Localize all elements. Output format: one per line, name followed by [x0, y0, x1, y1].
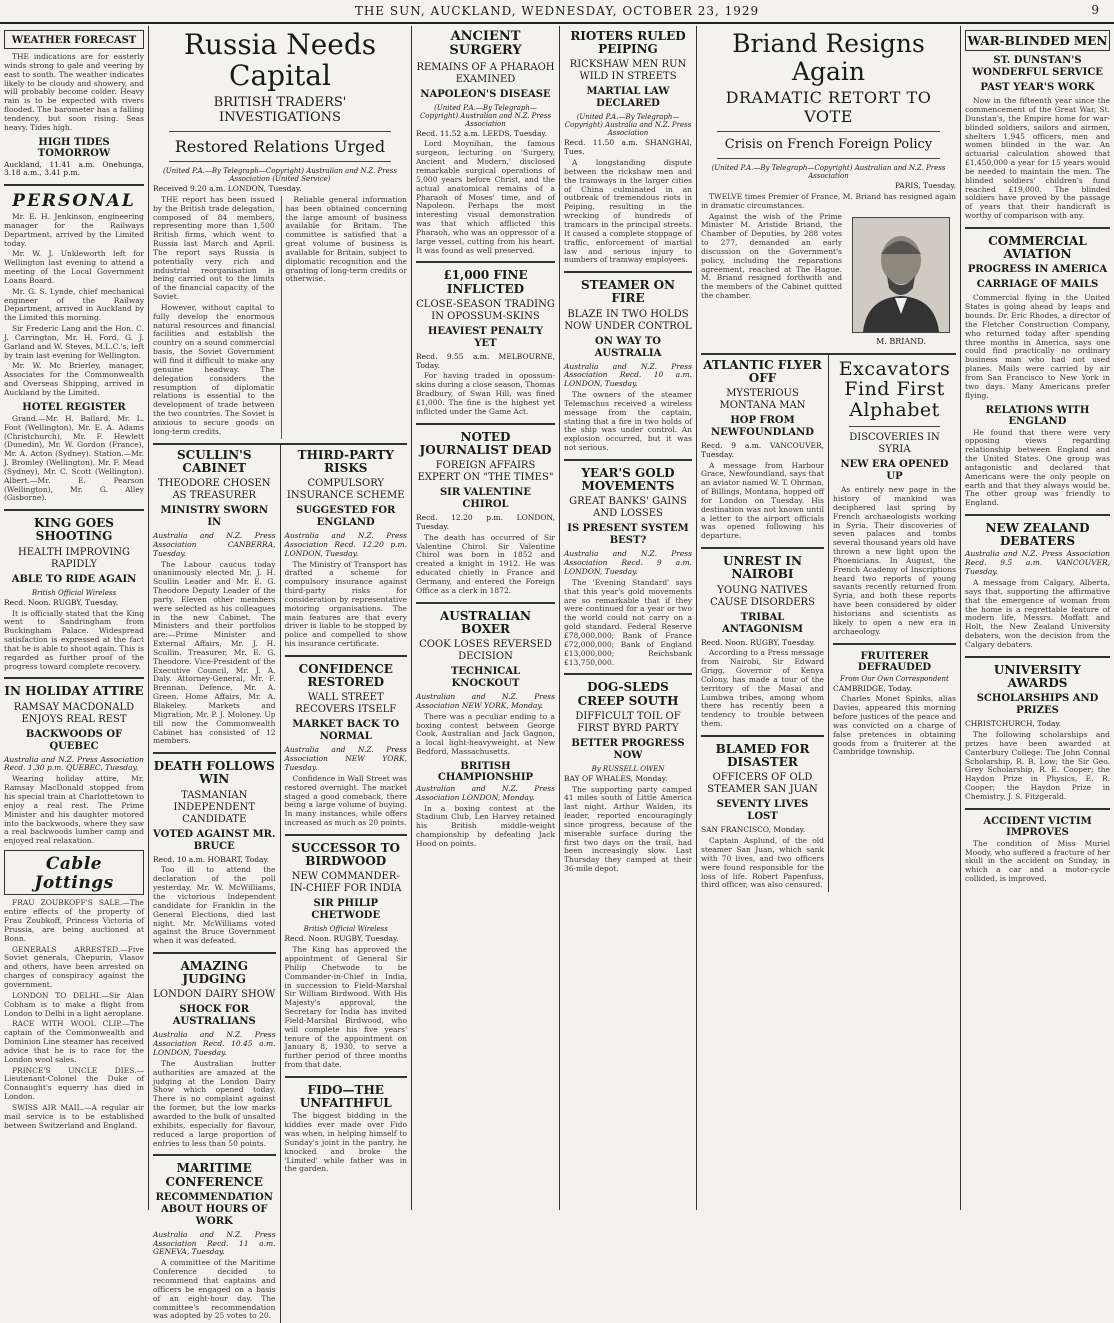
maritime-sub: RECOMMENDATION ABOUT HOURS OF WORK	[155, 1191, 273, 1227]
death-text: Too ill to attend the declaration of the poll yesterday, Mr. W. McWilliams, the victorious Independent candidate for Franklin in the General Elections, died last night. Mr. McWilliams voted against the Bruce Government when it was defeated.	[153, 865, 276, 946]
column-6	[960, 26, 1114, 1210]
jottings-title: Cable Jottings	[34, 854, 114, 893]
jotting-item: PRINCE'S UNCLE DIES.—Lieutenant-Colonel the Duke of Connaught's equerry has died in London.	[4, 1065, 144, 1102]
scullin-sub: THEODORE CHOSEN AS TREASURER	[157, 477, 271, 501]
journalist-text: The death has occurred of Sir Valentine Chirol. Sir Valentine Chirol was born in 1852 and created a knight in 1912. He was educated chiefly in France and Germany, and entered the Foreign Office as a clerk in 1872.	[416, 532, 555, 595]
aviation-title: COMMERCIAL AVIATION	[988, 234, 1087, 262]
dateline: Australia and N.Z. Press Association Recd. 11 a.m. GENEVA, Tuesday.	[153, 1229, 276, 1257]
tides-text: Auckland, 11.41 a.m. Onehunga, 3.18 a.m., 3.41 p.m.	[4, 159, 144, 178]
dateline: BAY OF WHALES, Monday.	[564, 773, 668, 783]
dateline: CAMBRIDGE, Today.	[833, 683, 913, 693]
successor-text: The King has approved the appointment of General Sir Philip Chetwode to be Commander-in-Chief in India, in succession to Field-Marshal Sir William Birdwood. With His Majesty's approval, the Secretary for India has invited Field-Marshal Birdwood, who will complete his five years' tenure of the appointment on January 8, 1930, to serve a further period of three months from that date.	[284, 945, 407, 1070]
blame-sub: OFFICERS OF OLD STEAMER SAN JUAN	[707, 772, 818, 796]
attire-sub: RAMSAY MACDONALD ENJOYS REAL REST	[13, 701, 135, 725]
fine-text: For having traded in opossum-skins during a close season, Thomas Bradbury, of Swan Hill, was fined £1,000. The fine is the highest yet inflicted under the Game Act.	[416, 371, 555, 416]
briand-sub: DRAMATIC RETORT TO VOTE	[725, 88, 932, 127]
russia-text: Reliable general information has been obtained concerning the large amount of business available for Britain. The committee is satisfied that a great volume of business is available for Britain, subject to diplomatic recognition and the granting of long-term credits or otherwise.	[285, 194, 407, 284]
dateline: Australia and N.Z. Press Association Recd. 1.30 p.m. QUEBEC, Tuesday.	[4, 754, 144, 773]
dateline: Australia and N.Z. Press Association Recd. 10.45 a.m. LONDON, Tuesday.	[153, 1030, 276, 1058]
risks-title: THIRD-PARTY RISKS	[297, 447, 394, 475]
awards-title: UNIVERSITY AWARDS	[993, 662, 1082, 690]
steamer-sub: ON WAY TO AUSTRALIA	[594, 335, 662, 359]
gold-sub: IS PRESENT SYSTEM BEST?	[567, 523, 689, 547]
byline: British Official Wireless	[303, 925, 388, 934]
restored-sub: WALL STREET RECOVERS ITSELF	[295, 692, 397, 716]
dateline: Recd. 11.50 a.m. SHANGHAI, Tues.	[564, 138, 692, 157]
judging-sub: LONDON DAIRY SHOW	[153, 989, 276, 1001]
atlantic-title: ATLANTIC FLYER OFF	[703, 357, 822, 385]
attire-text: Wearing holiday attire, Mr. Ramsay MacDonald stopped from his special train at Charlottetown to enjoy a real rest. The Prime Minister and his daughter motored into the backwoods, where they saw a real backwoods lumber camp and enjoyed real relaxation.	[4, 774, 144, 846]
atlantic-text: A message from Harbour Grace, Newfoundland, says that an aviator named W. T. Ohrman, of Billings, Montana, hopped off for London on Tuesday. His destination was not known until a letter to the airport officials was opened following his departure.	[701, 460, 824, 541]
champ-text: In a boxing contest at the Stadium Club, Len Harvey retained his British middle-weight championship by defeating Jack Hood on points.	[416, 803, 555, 848]
dateline: Australia and N.Z. Press Association Recd. 10 a.m. LONDON, Tuesday.	[564, 361, 692, 389]
dateline: Australia and N.Z. Press Association CANBERRA, Tuesday.	[153, 530, 276, 558]
debaters-title: NEW ZEALAND DEBATERS	[985, 521, 1090, 549]
dateline: Recd. 10 a.m. HOBART, Today.	[153, 854, 270, 864]
fine-sub: CLOSE-SEASON TRADING IN OPOSSUM-SKINS	[416, 298, 555, 322]
risks-text: The Ministry of Transport has drafted a scheme for compulsory insurance against third-party risks for consideration by representative motoring organisations. The main features are that every driver is liable to be stopped by police and compelled to show his insurance certificate.	[284, 559, 407, 649]
riot-sub: RICKSHAW MEN RUN WILD IN STREETS	[569, 59, 687, 83]
judging-title: AMAZING JUDGING	[180, 959, 248, 987]
gold-text: The 'Evening Standard' says that this year's gold movements are so remarkable that if they were continued for a year or two the world could not carry on a gold standard. Federal Reserve £78,000,000; Bank of France £72,000,000; Bank of England £13,000,000; Reichsbank £13,750,000.	[564, 577, 692, 667]
jotting-item: RACE WITH WOOL CLIP.—The captain of the Commonwealth and Dominion Line steamer has received advice that he is to race for the London wool sales.	[4, 1019, 144, 1064]
dateline: Received 9.20 a.m. LONDON, Tuesday.	[153, 183, 302, 193]
aviation-sub: PROGRESS IN AMERICA	[967, 264, 1108, 276]
war-sub: PAST YEAR'S WORK	[980, 82, 1095, 94]
champ-title: BRITISH CHAMPIONSHIP	[437, 760, 534, 783]
russia-sub: BRITISH TRADERS' INVESTIGATIONS	[213, 94, 347, 126]
byline: (United P.A.—By Telegraph—Copyright) Australian and N.Z. Press Association	[711, 163, 946, 180]
king-sub: HEALTH IMPROVING RAPIDLY	[17, 546, 131, 570]
weather-box	[4, 30, 144, 49]
dateline: Recd. Noon. RUGBY, Tuesday.	[4, 597, 119, 607]
dateline: Recd. 9 a.m. VANCOUVER, Tuesday.	[701, 440, 824, 459]
riot-title: RIOTERS RULED PEIPING	[570, 29, 686, 57]
column-4	[559, 26, 696, 1210]
dog-title: DOG-SLEDS CREEP SOUTH	[577, 680, 679, 708]
dateline: PARIS, Tuesday.	[894, 180, 956, 190]
maritime-text: A committee of the Maritime Conference decided to recommend that captains and officers be engaged on a basis of an eight-hour day. The committee's recommendation was adopted by 25 votes to 20.	[153, 1258, 276, 1321]
byline: (United P.A.—By Telegraph—Copyright) Australia and N.Z. Press Association	[564, 113, 692, 138]
king-text: It is officially stated that the King went to Sandringham from Buckingham Palace. Widespread satisfaction is expressed at the fact that he is able to shoot again. This is regarded as further proof of the progress toward complete recovery.	[4, 608, 144, 671]
fido-text: The biggest bidding in the kiddies ever made over Fido was when, in helping himself to Sunday's joint in the pantry, he knocked and broke the 'Limited' while father was in the garden.	[284, 1111, 407, 1174]
scullin-text: The Labour caucus today unanimously elected Mr. J. H. Scullin Leader and Mr. E. G. Theodore Deputy Leader of the party. Eleven other members were selected as his colleagues in the new Cabinet. The Ministers and their portfolios are:—Prime Minister and External Affairs, Mr. J. H. Scullin. Treasurer, Mr. E. G. Theodore. Vice-President of the Executive Council, Mr. J. A. Daly. Attorney-General, Mr. F. Brennan. Defence, Mr. A. Green. Home Affairs, Mr. A. Blakeley. Markets and Migration, Mr. P. J. Moloney. Up till now the Commonwealth Cabinet has consisted of 12 members.	[153, 559, 276, 746]
relations-text: He found that there were very opposing views regarding relationship between England and the United States. One group was antagonistic and declared that Americans were the only people on earth and that they always would be. The other group was friendly to England.	[965, 427, 1110, 508]
attire-title: IN HOLIDAY ATTIRE	[4, 684, 144, 699]
personal-title: PERSONAL	[12, 191, 136, 212]
death-sub: VOTED AGAINST MR. BRUCE	[153, 828, 276, 852]
dateline: Australia and N.Z. Press Association Recd. 9 a.m. LONDON, Tuesday.	[564, 549, 692, 577]
war-text: Now in the fifteenth year since the commencement of the Great War, St. Dunstan's, the Empire home for war-blinded soldiers, sailors and airmen, shelters 1,945 officers, men and women blinded in the war. An actuarial calculation showed that £1,450,000 a year for 15 years would be needed to maintain the men. The blinded soldiers' children's fund reached £19,000. The blinded soldiers have proved by the passage of years that their handicraft is worthy of comparison with any.	[965, 96, 1110, 221]
dateline: Recd. 9.55 a.m. MELBOURNE, Today.	[416, 351, 555, 370]
jottings-box	[4, 850, 144, 895]
briand-text: Against the wish of the Prime Minister M. Aristide Briand, the Chamber of Deputies, by 288 votes to 277, demanded an early discussion on the Government's policy, including the reparations agreement, reached at The Hague. M. Briand resigned forthwith and the members of the Cabinet quitted the chamber.	[701, 211, 842, 301]
briand-sub: Crisis on French Foreign Policy	[724, 137, 933, 153]
successor-sub: SIR PHILIP CHETWODE	[311, 898, 381, 922]
surgery-title: ANCIENT SURGERY	[449, 29, 522, 59]
judging-text: The Australian butter authorities are amazed at the judging at the London Dairy Show which opened today. There is no complaint against the former, but the low marks awarded to the bulk of unsalted exhibits, especially for flavour, reduced a large proportion of entries to less than 50 points.	[153, 1058, 276, 1148]
byline: British Official Wireless	[31, 588, 117, 597]
scullin-title: SCULLIN'S CABINET	[177, 447, 252, 475]
dog-text: The supporting party camped 41 miles south of Little America last night. Arthur Walden, its leader, reported encouragingly since progress, because of the miserable surface during the first two days on the trail, had been increasingly slow. Last Thursday they camped at their 36-mile depot.	[564, 784, 692, 874]
alpha-sub: NEW ERA OPENED UP	[840, 459, 949, 483]
blame-sub: SEVENTY LIVES LOST	[716, 799, 809, 823]
journalist-sub: SIR VALENTINE CHIROL	[439, 487, 532, 511]
masthead-title: THE SUN, AUCKLAND, WEDNESDAY, OCTOBER 23, 1929	[354, 4, 760, 18]
successor-title: SUCCESSOR TO BIRDWOOD	[291, 840, 400, 869]
blame-text: Captain Asplund, of the old steamer San Juan, which sank with 70 lives, and two officers were found responsible for the loss of life. Robert Papenfuss, third officer, was also censured.	[701, 836, 824, 890]
column-5	[696, 26, 960, 1210]
aviation-sub: CARRIAGE OF MAILS	[976, 279, 1099, 291]
boxer-text: There was a peculiar ending to a boxing contest between George Cook, Australian and Jack Gagnon, a local light-heavyweight, at New Bedford, Massachusetts.	[416, 711, 555, 757]
fido-title: FIDO—THE UNFAITHFUL	[299, 1082, 392, 1111]
unrest-sub: YOUNG NATIVES CAUSE DISORDERS	[710, 584, 815, 608]
boxer-sub: TECHNICAL KNOCKOUT	[450, 666, 521, 690]
steamer-sub: BLAZE IN TWO HOLDS NOW UNDER CONTROL	[564, 308, 692, 332]
portrait-image	[853, 218, 949, 332]
russia-text: THE report has been issued by the British trade delegation, composed of 84 members, representing more than 1,500 British firms, which went to Russia last March and April. The report says Russia is potentially very rich and industrial reorganisation is being carried out to the limits of the financial capacity of the Soviet.	[153, 194, 275, 302]
accident-title: ACCIDENT VICTIM IMPROVES	[983, 815, 1092, 838]
portrait-caption: M. BRIAND.	[876, 336, 926, 346]
jotting-item: GENERALS ARRESTED.—Five Soviet generals, Chepurin, Vlasov and others, have been arrested on charges of conspiracy against the government.	[4, 944, 144, 989]
unrest-text: According to a Press message from Nairobi, Sir Edward Grigg, Governor of Kenya Colony, has made a tour of the territory of the Masai and Lumbwa tribes, among whom there has recently been a tendency to trouble between them.	[701, 648, 824, 729]
dateline: Australian and N.Z. Press Association NEW YORK, Monday.	[416, 692, 555, 710]
personal-item: Mr. W. J. Unkleworth left for Wellington last evening to attend a meeting of the Local Government Loans Board.	[4, 249, 144, 285]
successor-sub: NEW COMMANDER-IN-CHIEF FOR INDIA	[289, 871, 402, 895]
steamer-title: STEAMER ON FIRE	[580, 278, 676, 306]
war-sub: ST. DUNSTAN'S WONDERFUL SERVICE	[972, 55, 1103, 79]
dog-sub: DIFFICULT TOIL OF FIRST BYRD PARTY	[575, 710, 681, 734]
dateline: Australia and N.Z. Press Association NEW YORK, Tuesday.	[284, 745, 407, 772]
personal-item: Mr. W. Mc Brierley, manager, Associates for the Commonwealth and Overseas Shipping, arrived in Auckland by the Limited.	[4, 361, 144, 397]
weather-text: THE indications are for easterly winds strong to gale and veering by east to south. The weather indicates likely to be cloudy and showery, and will probably become colder. Heavy rain is to be expected with rivers flooded. The barometer has a falling tendency, but soon rising. Seas heavy. Tides high.	[4, 52, 144, 132]
column-2	[148, 26, 411, 1321]
dateline: Recd. Noon. RUGBY, Tuesday.	[701, 637, 816, 647]
column-1	[0, 26, 148, 1210]
dateline: Recd. 12.20 p.m. LONDON, Tuesday.	[416, 513, 555, 531]
debaters-text: A message from Calgary, Alberta, says that, supporting the affirmative that the emergence of woman from the home is a regrettable feature of modern life, Messrs. Moffatt and Holt, the New Zealand University debaters, won the decision from the Calgary debaters.	[965, 578, 1110, 649]
briand-text: TWELVE times Premier of France, M. Briand has resigned again in dramatic circumstances.	[701, 191, 956, 210]
atlantic-sub: MYSTERIOUS MONTANA MAN	[719, 387, 806, 411]
weather-title: WEATHER FORECAST	[11, 35, 137, 46]
risks-sub: COMPULSORY INSURANCE SCHEME	[286, 477, 405, 501]
hotel-text: Grand.—Mr. H. Ballard, Mr. L. Foot (Wellington), Mr. E. A. Adams (Christchurch), Mr. F. Hewlett (Dunedin), Mr. W. Gordon (France), Mr. A. Acton (Sydney). Station.—Mr. J. Bromley (Wellington), Mr. F. Mead (Sydney), Mr. C. Scott (Wellington). Albert.—Mr. E. Pearson (Wellington), Mr. G. Alley (Gisborne).	[4, 413, 144, 503]
steamer-text: The owners of the steamer Telemachus received a wireless message from the captain, stating that a fire in two holds of the ship was under control. An explosion occurred, but it was not serious.	[564, 390, 692, 453]
unrest-title: UNREST IN NAIROBI	[723, 554, 802, 582]
riot-sub: MARTIAL LAW DECLARED	[586, 86, 670, 110]
russia-text: However, without capital to fully develop the enormous natural resources and financial facilities and establish the country on a sound commercial basis, the Soviet Government will find it difficult to make any genuine headway. The delegation considers the resumption of diplomatic relations is essential to the development of trade between the two countries. The Soviet is anxious to secure goods on long-term credits.	[153, 302, 275, 436]
byline: By RUSSELL OWEN	[591, 764, 665, 773]
surgery-sub: NAPOLEON'S DISEASE	[420, 88, 551, 100]
jotting-item: LONDON TO DELHI.—Sir Alan Cobham is to make a flight from London to Delhi in a light aeroplane.	[4, 990, 144, 1018]
russia-title: Russia Needs Capital	[183, 28, 377, 92]
accident-text: The condition of Miss Muriel Moody, who suffered a fracture of her skull in the accident on Sunday, in which a car and a motor-cycle collided, is improved.	[965, 838, 1110, 884]
war-box	[965, 30, 1110, 51]
maritime-title: MARITIME CONFERENCE	[165, 1161, 263, 1189]
byline: From Our Own Correspondent	[840, 674, 949, 683]
personal-item: Sir Frederic Lang and the Hon. C. J. Carrington, Mr. H. Ford, G. J. Garland and W. Steves, M.L.C.'s, left by train last evening for Wellington.	[4, 324, 144, 360]
scullin-sub: MINISTRY SWORN IN	[160, 504, 268, 528]
blame-title: BLAMED FOR DISASTER	[715, 741, 810, 770]
personal-item: Mr. G. S. Lynde, chief mechanical engineer of the Railway Department, arrived in Auckland by the Limited this morning.	[4, 286, 144, 323]
death-title: DEATH FOLLOWS WIN	[153, 759, 275, 787]
alpha-sub: DISCOVERIES IN SYRIA	[849, 432, 940, 456]
gold-sub: GREAT BANKS' GAINS AND LOSSES	[569, 496, 687, 520]
dateline: Australian and N.Z. Press Association LONDON, Monday.	[416, 783, 555, 802]
fruit-text: Charles Monet Spinks, alias Davies, appeared this morning before justices of the peace and was convicted on a charge of false pretences in obtaining goods from a fruiterer at the Cambridge township.	[833, 694, 956, 757]
byline: (United P.A.—By Telegraph—Copyright) Australian and N.Z. Press Association	[419, 103, 552, 128]
masthead	[0, 0, 1114, 24]
riot-text: A longstanding dispute between the rickshaw men and the tramways in the larger cities of China culminated in an outbreak of tremendous riots in Peiping, resulting in the wrecking of hundreds of tramcars in the principal streets. It caused a complete stoppage of traffic, enforcement of martial law and serious injury to numbers of tramway employees.	[564, 158, 692, 265]
briand-portrait	[852, 217, 950, 333]
king-sub: ABLE TO RIDE AGAIN	[11, 573, 137, 585]
byline: (United P.A.—By Telegraph—Copyright) Australian and N.Z. Press Association (United Service)	[163, 166, 397, 183]
alpha-title: Excavators Find First Alphabet	[838, 357, 951, 422]
fine-title: £1,000 FINE INFLICTED	[443, 268, 528, 296]
tides-title: HIGH TIDES TOMORROW	[37, 136, 111, 159]
dog-sub: BETTER PROGRESS NOW	[571, 737, 685, 761]
judging-sub: SHOCK FOR AUSTRALIANS	[172, 1004, 256, 1028]
restored-title: CONFIDENCE RESTORED	[298, 661, 393, 690]
page-number: 9	[1091, 3, 1100, 17]
dateline: SAN FRANCISCO, Monday.	[701, 825, 806, 835]
dateline: Recd. 11.52 a.m. LEEDS, Tuesday.	[416, 128, 548, 138]
death-sub: TASMANIAN INDEPENDENT CANDIDATE	[173, 789, 256, 825]
surgery-sub: REMAINS OF A PHARAOH EXAMINED	[416, 61, 555, 85]
russia-sub: Restored Relations Urged	[174, 136, 386, 156]
briand-title: Briand Resigns Again	[732, 29, 925, 86]
war-title: WAR-BLINDED MEN	[967, 34, 1108, 48]
jotting-item: FRAU ZOUBKOFF'S SALE.—The entire effects of the property of Frau Zoubkoff, Princess Victoria of Prussia, are being auctioned at Bonn.	[4, 898, 144, 943]
restored-text: Confidence in Wall Street was restored overnight. The market staged a good comeback, there being a large volume of buying. In many instances, while offers increased as much as 20 points.	[284, 773, 407, 828]
personal-item: Mr. E. H. Jenkinson, engineering manager for the Railways Department, arrived by the Limited today.	[4, 211, 144, 248]
fine-sub: HEAVIEST PENALTY YET	[427, 325, 544, 349]
dateline: CHRISTCHURCH, Today.	[965, 719, 1062, 729]
atlantic-sub: HOP FROM NEWFOUNDLAND	[711, 414, 814, 438]
jotting-item: SWISS AIR MAIL.—A regular air mail service is to be established between Switzerland and England.	[4, 1102, 144, 1130]
restored-sub: MARKET BACK TO NORMAL	[292, 719, 400, 743]
journalist-title: NOTED JOURNALIST DEAD	[419, 429, 552, 457]
risks-sub: SUGGESTED FOR ENGLAND	[296, 504, 396, 528]
awards-text: The following scholarships and prizes have been awarded at Canterbury College: The John Connal Scholarship, R. B. Low; the Sir Geo. Grey Scholarship, R. E. Cooper; the Haydon Prize in Physics, E. R. Cooper; the Haydon Prize in Chemistry, J. S. Fitzgerald.	[965, 729, 1110, 801]
boxer-sub: COOK LOSES REVERSED DECISION	[419, 639, 552, 663]
aviation-text: Commercial flying in the United States is going ahead by leaps and bounds. Dr. Eric Rhodes, a director of the Fletcher Construction Company, who returned today after spending three months in America, says one could find practically no ordinary business man who had not used planes. Mails were carried by air from San Francisco to New York in two days. Many Americans prefer flying.	[965, 293, 1110, 400]
column-3	[411, 26, 559, 1210]
journalist-sub: FOREIGN AFFAIRS EXPERT ON "THE TIMES"	[417, 460, 554, 484]
dateline: Recd. Noon. RUGBY, Tuesday.	[284, 934, 399, 944]
awards-sub: SCHOLARSHIPS AND PRIZES	[976, 693, 1099, 717]
attire-sub: BACKWOODS OF QUEBEC	[25, 728, 123, 752]
alpha-text: As entirely new page in the history of mankind was deciphered last spring by French archaeologists working in Syria. Their discoveries of seven palaces and tombs several thousand years old have thrown a new light upon the Phoenicians. In August, the French Academy of Inscriptions heard two reports of young savants recently returned from Syria, and both these reports have been considered by older historians and scientists as likely to open a new era in archaeology.	[833, 485, 956, 636]
fruit-title: FRUITERER DEFRAUDED	[857, 650, 932, 673]
king-title: KING GOES SHOOTING	[34, 516, 114, 544]
gold-title: YEAR'S GOLD MOVEMENTS	[581, 466, 675, 494]
surgery-text: Lord Moynihan, the famous surgeon, lecturing on 'Surgery, Ancient and Modern,' disclosed remarkable surgical operations of 5,000 years before Christ, and the actual anatomical remains of a Pharaoh of Moses' time, and of Napoleon. Perhaps the most interesting visual demonstration was that which afflicted this Pharaoh, who was an oppressor of a large vessel, cutting from his heart. It was found as well preserved.	[416, 139, 555, 255]
relations-title: RELATIONS WITH ENGLAND	[985, 404, 1090, 427]
unrest-sub: TRIBAL ANTAGONISM	[722, 611, 803, 635]
hotel-title: HOTEL REGISTER	[22, 401, 126, 413]
dateline: Australia and N.Z. Press Association Recd. 9.5 a.m. VANCOUVER, Tuesday.	[965, 549, 1110, 577]
dateline: Australia and N.Z. Press Association Recd. 12.20 p.m. LONDON, Tuesday.	[284, 530, 407, 558]
boxer-title: AUSTRALIAN BOXER	[440, 608, 531, 636]
